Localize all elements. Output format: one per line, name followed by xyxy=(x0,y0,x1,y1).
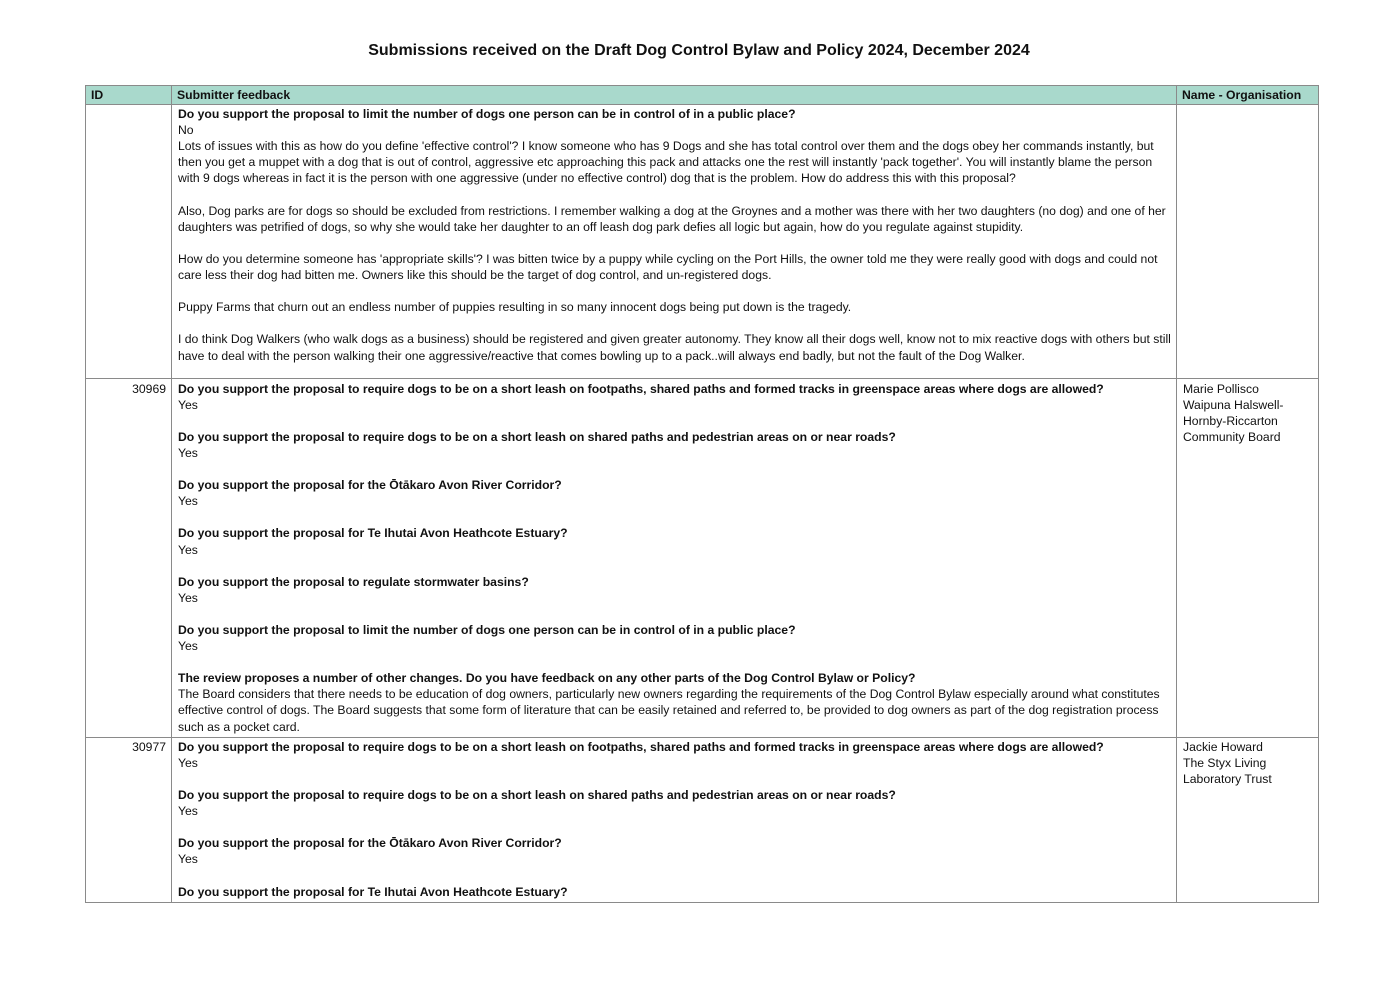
answer: Yes xyxy=(178,494,198,509)
question: Do you support the proposal for the Ōtākaro Avon River Corridor? xyxy=(178,836,562,851)
answer: Yes xyxy=(178,804,198,819)
question: The review proposes a number of other changes. Do you have feedback on any other parts of the Dog Control Bylaw or Policy? xyxy=(178,671,916,686)
answer: Yes xyxy=(178,639,198,654)
organisation-line: Waipuna Halswell- xyxy=(1183,397,1284,412)
comment-paragraph: Also, Dog parks are for dogs so should be excluded from restrictions. I remember walking a dog at the Groynes and a mother was there with her two daughters (no dog) and one of her daughters was petrified of dogs, so why she would take her daughter to an off leash dog park defies all logic but again, how do you regulate against stupidity. xyxy=(178,203,1166,234)
table-header-row xyxy=(86,86,1319,105)
submitter-name: Jackie Howard xyxy=(1183,739,1263,754)
submitter-feedback xyxy=(172,378,1177,737)
name-organisation xyxy=(1177,378,1319,737)
organisation-line: Community Board xyxy=(1183,429,1281,444)
organisation-line: The Styx Living xyxy=(1183,755,1267,770)
question: Do you support the proposal for Te Ihutai Avon Heathcote Estuary? xyxy=(178,526,568,541)
answer: Yes xyxy=(178,542,198,557)
question: Do you support the proposal to regulate stormwater basins? xyxy=(178,574,529,589)
table-row xyxy=(86,737,1319,902)
name-organisation xyxy=(1177,105,1319,379)
question: Do you support the proposal for Te Ihutai Avon Heathcote Estuary? xyxy=(178,884,568,899)
answer: Yes xyxy=(178,397,198,412)
answer: Yes xyxy=(178,590,198,605)
comment-paragraph: I do think Dog Walkers (who walk dogs as a business) should be registered and given greater autonomy. They know all their dogs well, know not to mix reactive dogs with others but still have to deal with the person walking their one aggressive/reactive that comes bowling up to a pack..will always end badly, but not the fault of the Dog Walker. xyxy=(178,332,1171,363)
header-org: Name - Organisation xyxy=(1177,86,1319,105)
table-row xyxy=(86,378,1319,737)
submissions-table xyxy=(85,85,1319,903)
question: Do you support the proposal to limit the number of dogs one person can be in control of in a public place? xyxy=(178,623,796,637)
question: Do you support the proposal to require dogs to be on a short leash on footpaths, shared paths and formed tracks in greenspace areas where dogs are allowed? xyxy=(178,739,1104,754)
header-id: ID xyxy=(86,86,172,105)
answer: Yes xyxy=(178,852,198,867)
answer: No xyxy=(178,123,194,138)
comment-paragraph: Lots of issues with this as how do you define 'effective control'? I know someone who has 9 Dogs and she has total control over them and the dogs obey her commands instantly, but then you get a muppet with a dog that is out of control, aggressive etc approaching this pack and attacks one the rest will instantly 'pack together'. You will instantly blame the person with 9 dogs whereas in fact it is the person with one aggressive (under no effective control) dog that is the problem. How do address this with this proposal? xyxy=(178,139,1154,186)
organisation-line: Hornby-Riccarton xyxy=(1183,413,1278,428)
name-organisation xyxy=(1177,737,1319,902)
answer: Yes xyxy=(178,445,198,460)
submission-id: 30977 xyxy=(86,737,172,902)
question: Do you support the proposal to require dogs to be on a short leash on shared paths and pedestrian areas on or near roads? xyxy=(178,429,896,444)
header-feedback: Submitter feedback xyxy=(172,86,1177,105)
organisation-line: Laboratory Trust xyxy=(1183,771,1272,786)
question: Do you support the proposal to require dogs to be on a short leash on shared paths and pedestrian areas on or near roads? xyxy=(178,787,896,802)
submitter-feedback xyxy=(172,737,1177,902)
answer: Yes xyxy=(178,755,198,770)
table-row xyxy=(86,105,1319,379)
question: Do you support the proposal for the Ōtākaro Avon River Corridor? xyxy=(178,478,562,493)
document-title: Submissions received on the Draft Dog Control Bylaw and Policy 2024, December 2024 xyxy=(368,42,1030,59)
question: Do you support the proposal to require dogs to be on a short leash on footpaths, shared paths and formed tracks in greenspace areas where dogs are allowed? xyxy=(178,381,1104,396)
submission-id: 30969 xyxy=(86,378,172,737)
comment-paragraph: Puppy Farms that churn out an endless number of puppies resulting in so many innocent dogs being put down is the tragedy. xyxy=(178,300,852,315)
question: Do you support the proposal to limit the number of dogs one person can be in control of in a public place? xyxy=(178,107,796,122)
submission-id xyxy=(86,105,172,379)
submitter-feedback xyxy=(172,105,1177,379)
answer: The Board considers that there needs to be education of dog owners, particularly new owners regarding the requirements of the Dog Control Bylaw especially around what constitutes effective control of dogs. The Board suggests that some form of literature that can be easily retained and referred to, be provided to dog owners as part of the dog registration process such as a pocket card. xyxy=(178,687,1160,734)
comment-paragraph: How do you determine someone has 'appropriate skills'? I was bitten twice by a puppy while cycling on the Port Hills, the owner told me they were really good with dogs and could not care less their dog had bitten me. Owners like this should be the target of dog control, and un-registered dogs. xyxy=(178,251,1158,283)
submitter-name: Marie Pollisco xyxy=(1183,381,1259,396)
